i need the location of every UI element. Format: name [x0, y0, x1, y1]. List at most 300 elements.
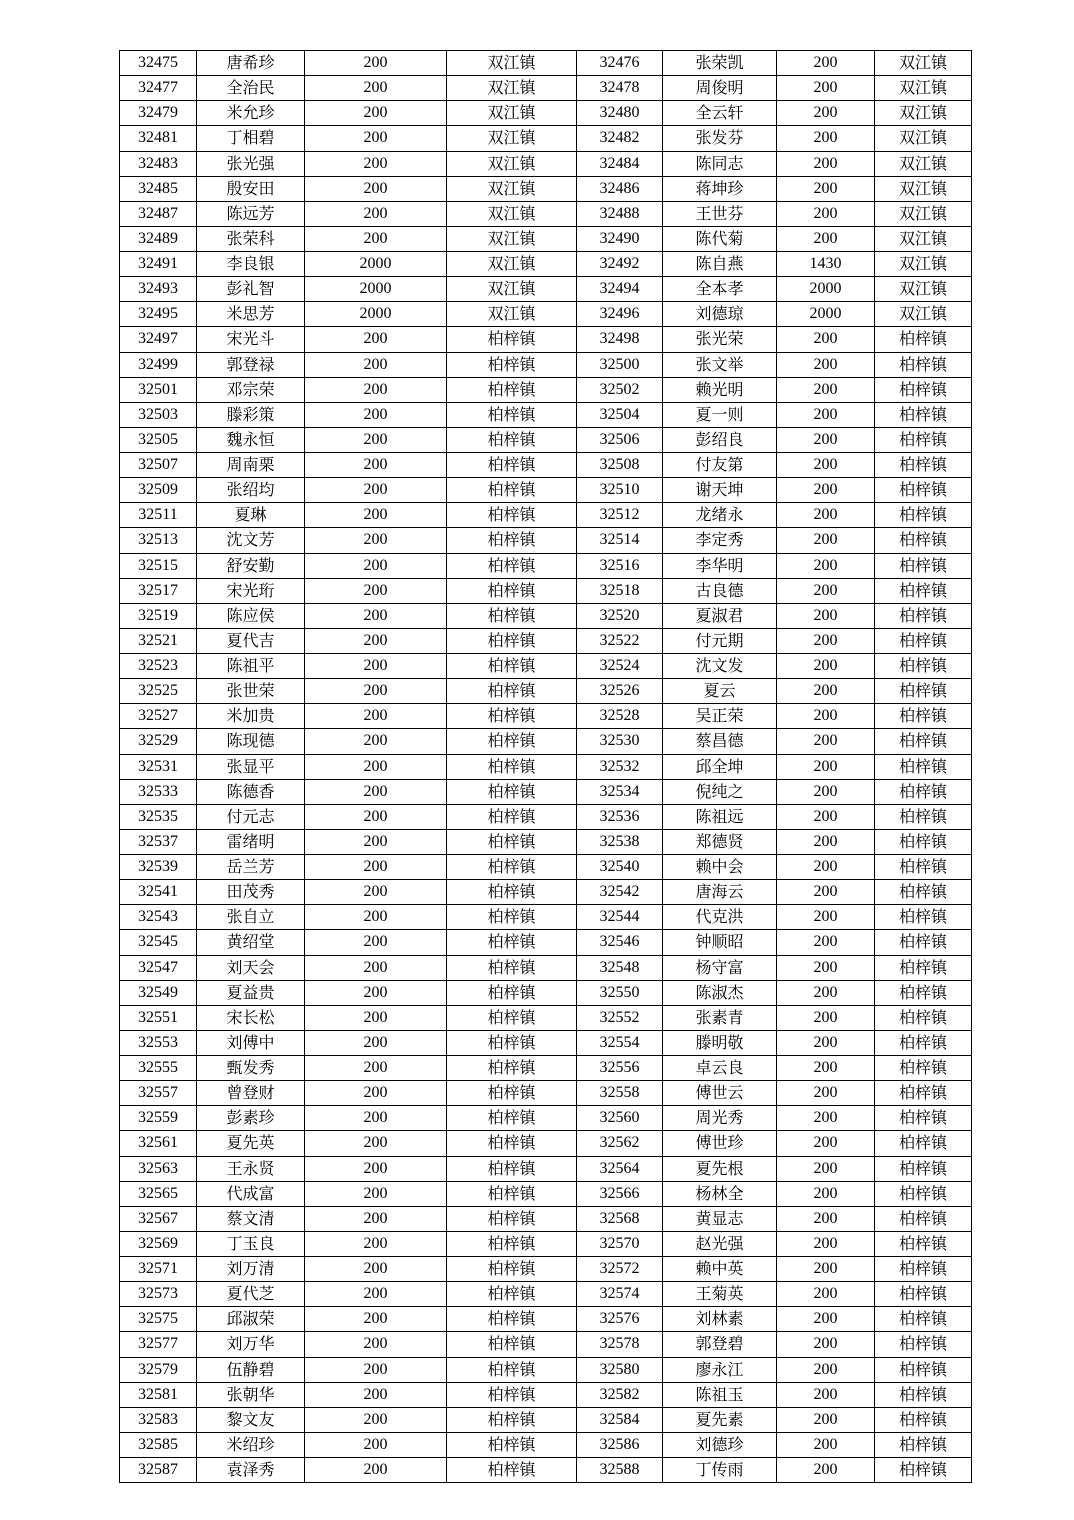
town-cell: 柏梓镇: [447, 855, 577, 880]
town-cell: 柏梓镇: [447, 930, 577, 955]
amount-cell: 200: [305, 1257, 447, 1282]
record-id-cell: 32528: [577, 704, 663, 729]
record-id-cell: 32538: [577, 829, 663, 854]
person-name-cell: 付元志: [197, 804, 305, 829]
amount-cell: 200: [305, 1056, 447, 1081]
town-cell: 双江镇: [447, 51, 577, 76]
amount-cell: 200: [305, 578, 447, 603]
table-row: [120, 503, 972, 528]
table-row: [120, 754, 972, 779]
table-row: [120, 176, 972, 201]
record-id-cell: 32551: [120, 1005, 197, 1030]
town-cell: 双江镇: [447, 226, 577, 251]
table-row: [120, 1106, 972, 1131]
person-name-cell: 宋光斗: [197, 327, 305, 352]
table-row: [120, 1030, 972, 1055]
amount-cell: 200: [305, 603, 447, 628]
record-id-cell: 32500: [577, 352, 663, 377]
town-cell: 柏梓镇: [875, 1458, 972, 1483]
town-cell: 柏梓镇: [447, 980, 577, 1005]
amount-cell: 200: [777, 76, 875, 101]
person-name-cell: 殷安田: [197, 176, 305, 201]
record-id-cell: 32478: [577, 76, 663, 101]
amount-cell: 200: [777, 704, 875, 729]
amount-cell: 200: [305, 1307, 447, 1332]
amount-cell: 200: [305, 503, 447, 528]
town-cell: 柏梓镇: [875, 1332, 972, 1357]
person-name-cell: 彭绍良: [663, 427, 777, 452]
town-cell: 柏梓镇: [875, 930, 972, 955]
table-row: [120, 955, 972, 980]
record-id-cell: 32518: [577, 578, 663, 603]
amount-cell: 200: [305, 679, 447, 704]
record-id-cell: 32497: [120, 327, 197, 352]
record-id-cell: 32485: [120, 176, 197, 201]
amount-cell: 200: [777, 880, 875, 905]
town-cell: 双江镇: [447, 201, 577, 226]
record-id-cell: 32517: [120, 578, 197, 603]
record-id-cell: 32577: [120, 1332, 197, 1357]
person-name-cell: 魏永恒: [197, 427, 305, 452]
amount-cell: 200: [777, 829, 875, 854]
amount-cell: 2000: [305, 277, 447, 302]
record-id-cell: 32549: [120, 980, 197, 1005]
town-cell: 柏梓镇: [447, 478, 577, 503]
town-cell: 柏梓镇: [875, 1131, 972, 1156]
amount-cell: 200: [305, 829, 447, 854]
town-cell: 柏梓镇: [447, 679, 577, 704]
table-row: [120, 603, 972, 628]
amount-cell: 200: [777, 453, 875, 478]
amount-cell: 200: [777, 1332, 875, 1357]
town-cell: 柏梓镇: [875, 553, 972, 578]
record-id-cell: 32499: [120, 352, 197, 377]
amount-cell: 200: [777, 176, 875, 201]
person-name-cell: 赖中会: [663, 855, 777, 880]
amount-cell: 200: [305, 1357, 447, 1382]
amount-cell: 200: [305, 101, 447, 126]
amount-cell: 200: [777, 503, 875, 528]
person-name-cell: 赵光强: [663, 1231, 777, 1256]
town-cell: 柏梓镇: [447, 327, 577, 352]
town-cell: 柏梓镇: [875, 1081, 972, 1106]
person-name-cell: 陈同志: [663, 151, 777, 176]
record-id-cell: 32579: [120, 1357, 197, 1382]
town-cell: 柏梓镇: [875, 327, 972, 352]
record-id-cell: 32476: [577, 51, 663, 76]
record-id-cell: 32578: [577, 1332, 663, 1357]
record-id-cell: 32564: [577, 1156, 663, 1181]
person-name-cell: 张显平: [197, 754, 305, 779]
record-id-cell: 32509: [120, 478, 197, 503]
town-cell: 柏梓镇: [875, 1432, 972, 1457]
record-id-cell: 32512: [577, 503, 663, 528]
amount-cell: 200: [777, 1131, 875, 1156]
town-cell: 双江镇: [875, 126, 972, 151]
record-id-cell: 32498: [577, 327, 663, 352]
record-id-cell: 32508: [577, 453, 663, 478]
record-id-cell: 32547: [120, 955, 197, 980]
town-cell: 柏梓镇: [447, 1458, 577, 1483]
town-cell: 柏梓镇: [875, 402, 972, 427]
town-cell: 柏梓镇: [875, 578, 972, 603]
town-cell: 双江镇: [447, 151, 577, 176]
town-cell: 柏梓镇: [875, 704, 972, 729]
amount-cell: 200: [305, 654, 447, 679]
table-row: [120, 201, 972, 226]
record-id-cell: 32480: [577, 101, 663, 126]
amount-cell: 200: [777, 201, 875, 226]
amount-cell: 200: [305, 402, 447, 427]
person-name-cell: 夏先英: [197, 1131, 305, 1156]
table-row: [120, 1081, 972, 1106]
record-id-cell: 32486: [577, 176, 663, 201]
person-name-cell: 王世芬: [663, 201, 777, 226]
record-id-cell: 32540: [577, 855, 663, 880]
record-id-cell: 32525: [120, 679, 197, 704]
person-name-cell: 陈淑杰: [663, 980, 777, 1005]
town-cell: 柏梓镇: [447, 704, 577, 729]
amount-cell: 200: [777, 1056, 875, 1081]
amount-cell: 200: [305, 754, 447, 779]
table-row: [120, 553, 972, 578]
table-row: [120, 1307, 972, 1332]
record-id-cell: 32487: [120, 201, 197, 226]
town-cell: 柏梓镇: [875, 880, 972, 905]
record-id-cell: 32504: [577, 402, 663, 427]
person-name-cell: 夏代吉: [197, 628, 305, 653]
amount-cell: 200: [777, 101, 875, 126]
amount-cell: 200: [777, 578, 875, 603]
town-cell: 柏梓镇: [875, 1407, 972, 1432]
town-cell: 柏梓镇: [447, 1282, 577, 1307]
town-cell: 柏梓镇: [447, 1206, 577, 1231]
town-cell: 柏梓镇: [447, 1231, 577, 1256]
amount-cell: 200: [305, 1432, 447, 1457]
town-cell: 柏梓镇: [875, 980, 972, 1005]
town-cell: 柏梓镇: [447, 1181, 577, 1206]
amount-cell: 200: [305, 352, 447, 377]
amount-cell: 200: [305, 1030, 447, 1055]
town-cell: 柏梓镇: [447, 1005, 577, 1030]
person-name-cell: 张发芬: [663, 126, 777, 151]
town-cell: 柏梓镇: [447, 1432, 577, 1457]
amount-cell: 200: [305, 51, 447, 76]
record-id-cell: 32520: [577, 603, 663, 628]
record-id-cell: 32581: [120, 1382, 197, 1407]
person-name-cell: 张世荣: [197, 679, 305, 704]
person-name-cell: 郭登碧: [663, 1332, 777, 1357]
record-id-cell: 32573: [120, 1282, 197, 1307]
record-id-cell: 32493: [120, 277, 197, 302]
person-name-cell: 郭登禄: [197, 352, 305, 377]
record-id-cell: 32492: [577, 252, 663, 277]
record-id-cell: 32521: [120, 628, 197, 653]
amount-cell: 200: [777, 427, 875, 452]
record-id-cell: 32563: [120, 1156, 197, 1181]
amount-cell: 2000: [305, 252, 447, 277]
record-id-cell: 32529: [120, 729, 197, 754]
record-id-cell: 32560: [577, 1106, 663, 1131]
amount-cell: 200: [777, 1307, 875, 1332]
town-cell: 柏梓镇: [875, 679, 972, 704]
table-row: [120, 1282, 972, 1307]
town-cell: 柏梓镇: [875, 478, 972, 503]
record-id-cell: 32559: [120, 1106, 197, 1131]
person-name-cell: 杨林全: [663, 1181, 777, 1206]
amount-cell: 200: [305, 377, 447, 402]
record-id-cell: 32553: [120, 1030, 197, 1055]
amount-cell: 200: [305, 1005, 447, 1030]
town-cell: 柏梓镇: [875, 1357, 972, 1382]
person-name-cell: 李定秀: [663, 528, 777, 553]
record-id-cell: 32552: [577, 1005, 663, 1030]
town-cell: 柏梓镇: [875, 955, 972, 980]
record-id-cell: 32558: [577, 1081, 663, 1106]
table-row: [120, 880, 972, 905]
town-cell: 柏梓镇: [447, 1382, 577, 1407]
person-name-cell: 沈文芳: [197, 528, 305, 553]
amount-cell: 200: [305, 1458, 447, 1483]
person-name-cell: 代成富: [197, 1181, 305, 1206]
table-row: [120, 1332, 972, 1357]
person-name-cell: 刘德琼: [663, 302, 777, 327]
person-name-cell: 陈现德: [197, 729, 305, 754]
town-cell: 柏梓镇: [875, 352, 972, 377]
town-cell: 柏梓镇: [447, 1131, 577, 1156]
record-id-cell: 32542: [577, 880, 663, 905]
table-row: [120, 804, 972, 829]
amount-cell: 200: [777, 779, 875, 804]
amount-cell: 200: [777, 930, 875, 955]
record-id-cell: 32555: [120, 1056, 197, 1081]
person-name-cell: 刘林素: [663, 1307, 777, 1332]
town-cell: 双江镇: [875, 51, 972, 76]
amount-cell: 200: [305, 1332, 447, 1357]
table-row: [120, 1056, 972, 1081]
town-cell: 柏梓镇: [447, 628, 577, 653]
record-id-cell: 32484: [577, 151, 663, 176]
town-cell: 柏梓镇: [447, 804, 577, 829]
table-row: [120, 1206, 972, 1231]
record-id-cell: 32527: [120, 704, 197, 729]
table-row: [120, 226, 972, 251]
town-cell: 柏梓镇: [875, 1206, 972, 1231]
record-id-cell: 32503: [120, 402, 197, 427]
table-row: [120, 327, 972, 352]
town-cell: 柏梓镇: [875, 654, 972, 679]
amount-cell: 200: [305, 528, 447, 553]
person-name-cell: 夏益贵: [197, 980, 305, 1005]
record-id-cell: 32524: [577, 654, 663, 679]
amount-cell: 2000: [305, 302, 447, 327]
person-name-cell: 滕彩策: [197, 402, 305, 427]
record-id-cell: 32483: [120, 151, 197, 176]
record-id-cell: 32580: [577, 1357, 663, 1382]
town-cell: 柏梓镇: [447, 603, 577, 628]
person-name-cell: 张光强: [197, 151, 305, 176]
record-id-cell: 32569: [120, 1231, 197, 1256]
amount-cell: 200: [777, 1458, 875, 1483]
record-id-cell: 32585: [120, 1432, 197, 1457]
amount-cell: 200: [777, 352, 875, 377]
person-name-cell: 米思芳: [197, 302, 305, 327]
person-name-cell: 刘傅中: [197, 1030, 305, 1055]
person-name-cell: 张朝华: [197, 1382, 305, 1407]
amount-cell: 200: [305, 427, 447, 452]
record-id-cell: 32543: [120, 905, 197, 930]
amount-cell: 200: [305, 1156, 447, 1181]
town-cell: 柏梓镇: [447, 402, 577, 427]
person-name-cell: 代克洪: [663, 905, 777, 930]
person-name-cell: 张文举: [663, 352, 777, 377]
person-name-cell: 张绍均: [197, 478, 305, 503]
amount-cell: 200: [777, 151, 875, 176]
person-name-cell: 黄显志: [663, 1206, 777, 1231]
amount-cell: 200: [305, 553, 447, 578]
amount-cell: 200: [305, 779, 447, 804]
record-id-cell: 32519: [120, 603, 197, 628]
record-id-cell: 32532: [577, 754, 663, 779]
record-id-cell: 32588: [577, 1458, 663, 1483]
town-cell: 双江镇: [447, 126, 577, 151]
table-row: [120, 101, 972, 126]
table-row: [120, 352, 972, 377]
person-name-cell: 米绍珍: [197, 1432, 305, 1457]
person-name-cell: 龙绪永: [663, 503, 777, 528]
amount-cell: 200: [777, 226, 875, 251]
town-cell: 柏梓镇: [875, 603, 972, 628]
record-id-cell: 32583: [120, 1407, 197, 1432]
table-row: [120, 930, 972, 955]
town-cell: 柏梓镇: [447, 1257, 577, 1282]
amount-cell: 200: [777, 126, 875, 151]
person-name-cell: 丁传雨: [663, 1458, 777, 1483]
record-id-cell: 32587: [120, 1458, 197, 1483]
record-id-cell: 32557: [120, 1081, 197, 1106]
amount-cell: 200: [305, 1131, 447, 1156]
roster-body: [120, 51, 972, 1483]
record-id-cell: 32554: [577, 1030, 663, 1055]
table-row: [120, 855, 972, 880]
record-id-cell: 32576: [577, 1307, 663, 1332]
table-row: [120, 679, 972, 704]
town-cell: 双江镇: [875, 201, 972, 226]
person-name-cell: 周俊明: [663, 76, 777, 101]
amount-cell: 200: [305, 1282, 447, 1307]
table-row: [120, 1432, 972, 1457]
table-row: [120, 1005, 972, 1030]
person-name-cell: 赖中英: [663, 1257, 777, 1282]
town-cell: 柏梓镇: [875, 1030, 972, 1055]
record-id-cell: 32565: [120, 1181, 197, 1206]
amount-cell: 200: [305, 930, 447, 955]
town-cell: 柏梓镇: [447, 880, 577, 905]
amount-cell: 200: [305, 176, 447, 201]
amount-cell: 200: [777, 1081, 875, 1106]
record-id-cell: 32574: [577, 1282, 663, 1307]
record-id-cell: 32479: [120, 101, 197, 126]
person-name-cell: 刘万清: [197, 1257, 305, 1282]
table-row: [120, 578, 972, 603]
town-cell: 柏梓镇: [447, 1156, 577, 1181]
amount-cell: 200: [777, 1206, 875, 1231]
person-name-cell: 米允珍: [197, 101, 305, 126]
table-row: [120, 427, 972, 452]
table-row: [120, 1382, 972, 1407]
amount-cell: 200: [777, 729, 875, 754]
town-cell: 柏梓镇: [447, 754, 577, 779]
person-name-cell: 王永贤: [197, 1156, 305, 1181]
record-id-cell: 32490: [577, 226, 663, 251]
town-cell: 柏梓镇: [875, 1181, 972, 1206]
amount-cell: 200: [777, 478, 875, 503]
town-cell: 柏梓镇: [875, 1382, 972, 1407]
person-name-cell: 夏淑君: [663, 603, 777, 628]
person-name-cell: 张光荣: [663, 327, 777, 352]
town-cell: 柏梓镇: [447, 453, 577, 478]
town-cell: 柏梓镇: [447, 427, 577, 452]
record-id-cell: 32566: [577, 1181, 663, 1206]
town-cell: 柏梓镇: [447, 1081, 577, 1106]
table-row: [120, 1181, 972, 1206]
town-cell: 双江镇: [447, 76, 577, 101]
town-cell: 双江镇: [447, 277, 577, 302]
record-id-cell: 32562: [577, 1131, 663, 1156]
person-name-cell: 周光秀: [663, 1106, 777, 1131]
amount-cell: 200: [305, 1231, 447, 1256]
amount-cell: 2000: [777, 277, 875, 302]
table-row: [120, 302, 972, 327]
record-id-cell: 32535: [120, 804, 197, 829]
person-name-cell: 李良银: [197, 252, 305, 277]
person-name-cell: 谢天坤: [663, 478, 777, 503]
town-cell: 柏梓镇: [447, 377, 577, 402]
record-id-cell: 32541: [120, 880, 197, 905]
person-name-cell: 王菊英: [663, 1282, 777, 1307]
person-name-cell: 周南栗: [197, 453, 305, 478]
amount-cell: 200: [305, 729, 447, 754]
table-row: [120, 1357, 972, 1382]
record-id-cell: 32584: [577, 1407, 663, 1432]
table-row: [120, 1231, 972, 1256]
record-id-cell: 32510: [577, 478, 663, 503]
amount-cell: 200: [777, 1106, 875, 1131]
person-name-cell: 陈应侯: [197, 603, 305, 628]
record-id-cell: 32523: [120, 654, 197, 679]
person-name-cell: 全本孝: [663, 277, 777, 302]
table-row: [120, 704, 972, 729]
amount-cell: 200: [777, 327, 875, 352]
table-row: [120, 980, 972, 1005]
amount-cell: 200: [777, 955, 875, 980]
amount-cell: 200: [777, 1005, 875, 1030]
amount-cell: 200: [777, 1030, 875, 1055]
record-id-cell: 32570: [577, 1231, 663, 1256]
amount-cell: 200: [777, 528, 875, 553]
table-row: [120, 277, 972, 302]
town-cell: 柏梓镇: [447, 1407, 577, 1432]
person-name-cell: 袁泽秀: [197, 1458, 305, 1483]
town-cell: 双江镇: [447, 101, 577, 126]
town-cell: 柏梓镇: [875, 377, 972, 402]
town-cell: 柏梓镇: [875, 1005, 972, 1030]
person-name-cell: 舒安勤: [197, 553, 305, 578]
town-cell: 柏梓镇: [447, 905, 577, 930]
record-id-cell: 32550: [577, 980, 663, 1005]
person-name-cell: 钟顺昭: [663, 930, 777, 955]
table-row: [120, 126, 972, 151]
